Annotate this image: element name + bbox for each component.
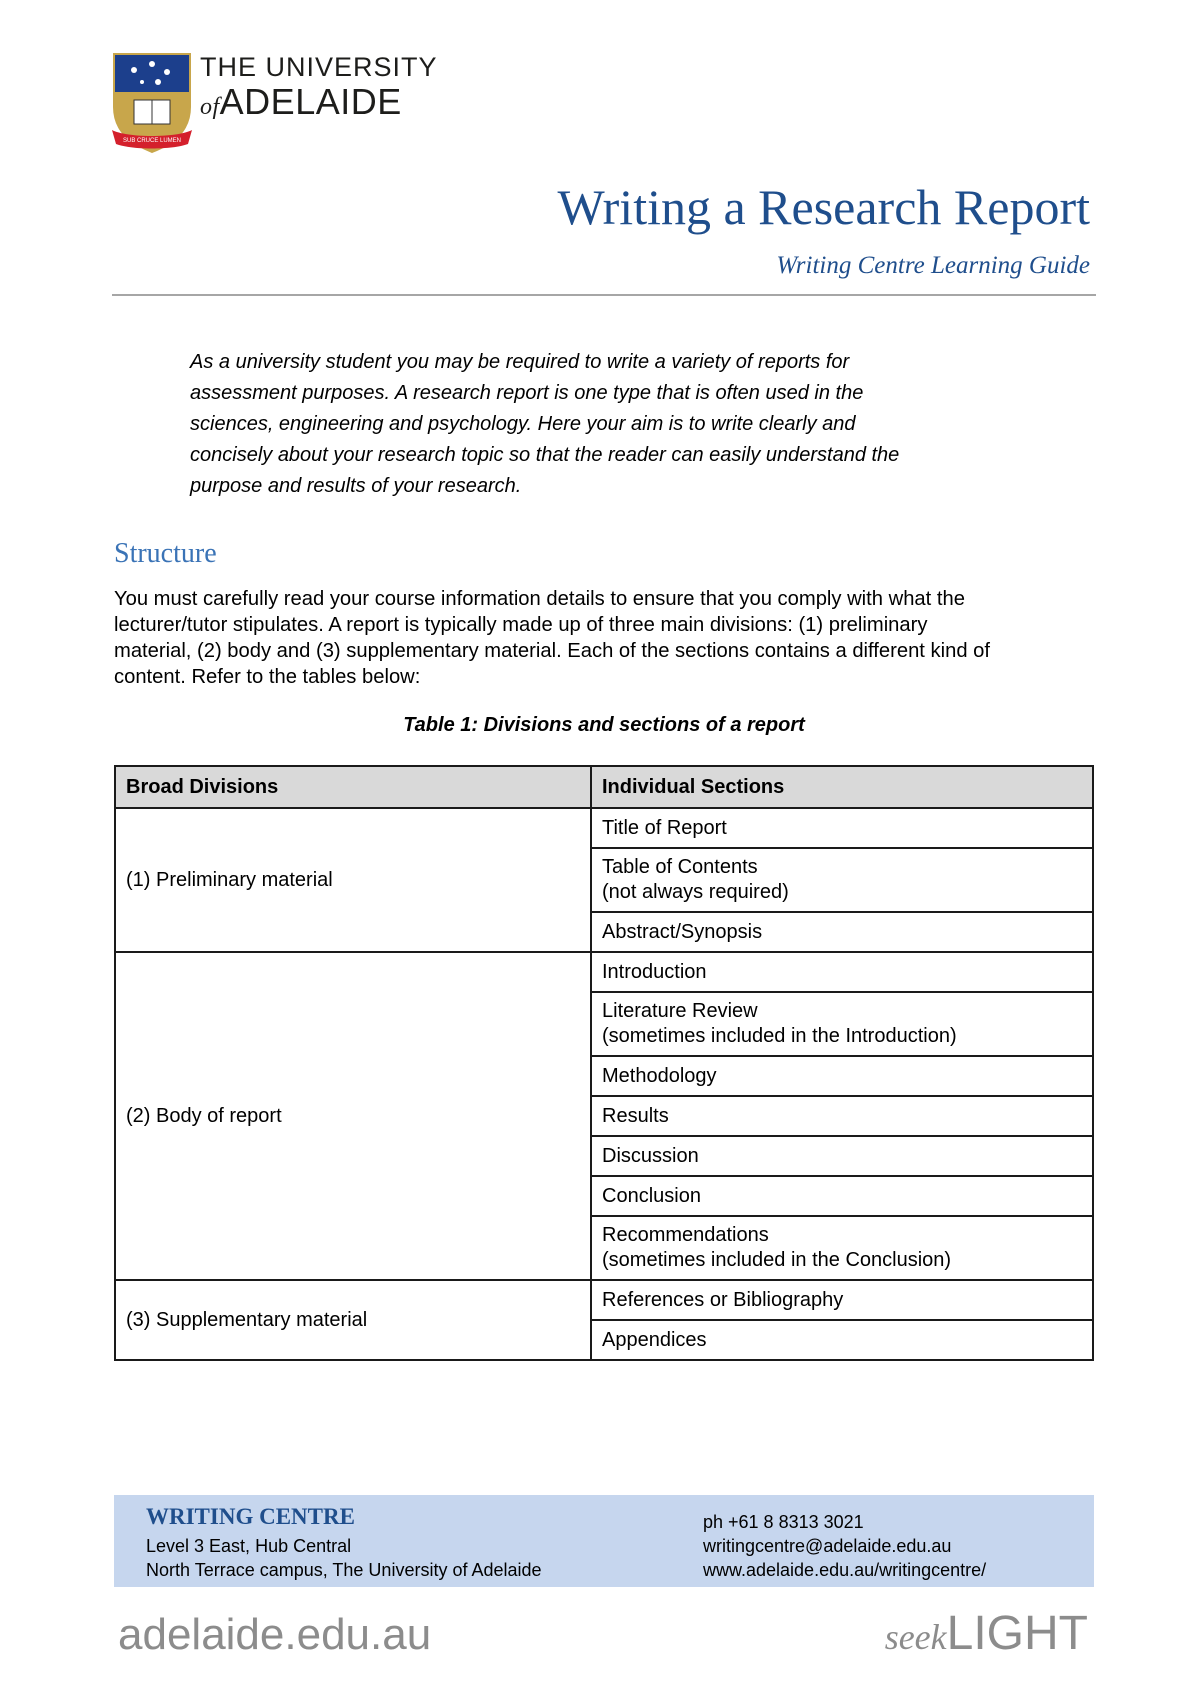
section-name: Literature Review	[602, 1000, 758, 1022]
section-name: Table of Contents	[602, 856, 758, 878]
tagline-seek: seek	[884, 1617, 947, 1657]
seek-light-tagline	[885, 1606, 1088, 1661]
section-cell	[591, 1216, 1093, 1280]
division-preliminary: (1) Preliminary material	[115, 808, 591, 952]
section-cell: Appendices	[591, 1320, 1093, 1360]
section-note: (sometimes included in the Introduction)	[602, 1025, 957, 1047]
header-broad-divisions: Broad Divisions	[115, 766, 591, 808]
header-individual-sections: Individual Sections	[591, 766, 1093, 808]
header-divider	[112, 294, 1096, 296]
university-wordmark	[200, 52, 438, 127]
writing-centre-name: WRITING CENTRE	[146, 1504, 355, 1529]
intro-paragraph	[190, 347, 1010, 502]
section-cell: References or Bibliography	[591, 1280, 1093, 1320]
email-link[interactable]: writingcentre@adelaide.edu.au	[703, 1536, 952, 1556]
table-caption: Table 1: Divisions and sections of a report	[403, 714, 805, 736]
division-body: (2) Body of report	[115, 952, 591, 1280]
section-cell: Introduction	[591, 952, 1093, 992]
table-header-row	[115, 766, 1093, 808]
wordmark-line1: THE UNIVERSITY	[200, 52, 438, 82]
wordmark-adelaide: ADELAIDE	[219, 81, 402, 122]
table-row	[115, 952, 1093, 992]
structure-line: material, (2) body and (3) supplementary material. Each of the sections contains a different kind of	[114, 640, 990, 662]
section-cell: Results	[591, 1096, 1093, 1136]
table-row	[115, 808, 1093, 848]
structure-heading: Structure	[114, 538, 217, 569]
address-line: North Terrace campus, The University of Adelaide	[146, 1560, 542, 1580]
svg-text:SUB CRUCE LUMEN: SUB CRUCE LUMEN	[122, 138, 182, 144]
section-name: Recommendations	[602, 1224, 769, 1246]
tagline-light: LIGHT	[946, 1607, 1088, 1660]
intro-line: assessment purposes. A research report is one type that is often used in the	[190, 382, 864, 404]
address-line: Level 3 East, Hub Central	[146, 1536, 352, 1556]
intro-line: As a university student you may be required to write a variety of reports for	[190, 351, 850, 373]
structure-paragraph	[114, 586, 1104, 690]
section-cell: Conclusion	[591, 1176, 1093, 1216]
structure-line: content. Refer to the tables below:	[114, 666, 421, 688]
section-note: (not always required)	[602, 881, 789, 903]
section-cell	[591, 992, 1093, 1056]
divisions-table	[114, 765, 1094, 1361]
section-cell: Discussion	[591, 1136, 1093, 1176]
phone-number: ph +61 8 8313 3021	[703, 1512, 864, 1532]
intro-line: concisely about your research topic so that the reader can easily understand the	[190, 444, 900, 466]
structure-line: You must carefully read your course information details to ensure that you comply with what the	[114, 588, 965, 610]
intro-line: purpose and results of your research.	[190, 475, 522, 497]
wordmark-of: of	[200, 94, 220, 120]
university-url[interactable]: adelaide.edu.au	[118, 1610, 432, 1659]
intro-line: sciences, engineering and psychology. Here your aim is to write clearly and	[190, 413, 856, 435]
table-row	[115, 1280, 1093, 1320]
section-cell: Title of Report	[591, 808, 1093, 848]
website-link[interactable]: www.adelaide.edu.au/writingcentre/	[703, 1560, 987, 1580]
section-cell	[591, 848, 1093, 912]
structure-line: lecturer/tutor stipulates. A report is typically made up of three main divisions: (1) preliminary	[114, 614, 928, 636]
wordmark-line2	[200, 82, 438, 127]
section-cell: Methodology	[591, 1056, 1093, 1096]
page-subtitle: Writing Centre Learning Guide	[776, 252, 1090, 279]
division-supplementary: (3) Supplementary material	[115, 1280, 591, 1360]
page-title: Writing a Research Report	[557, 179, 1090, 235]
section-cell: Abstract/Synopsis	[591, 912, 1093, 952]
section-note: (sometimes included in the Conclusion)	[602, 1249, 952, 1271]
